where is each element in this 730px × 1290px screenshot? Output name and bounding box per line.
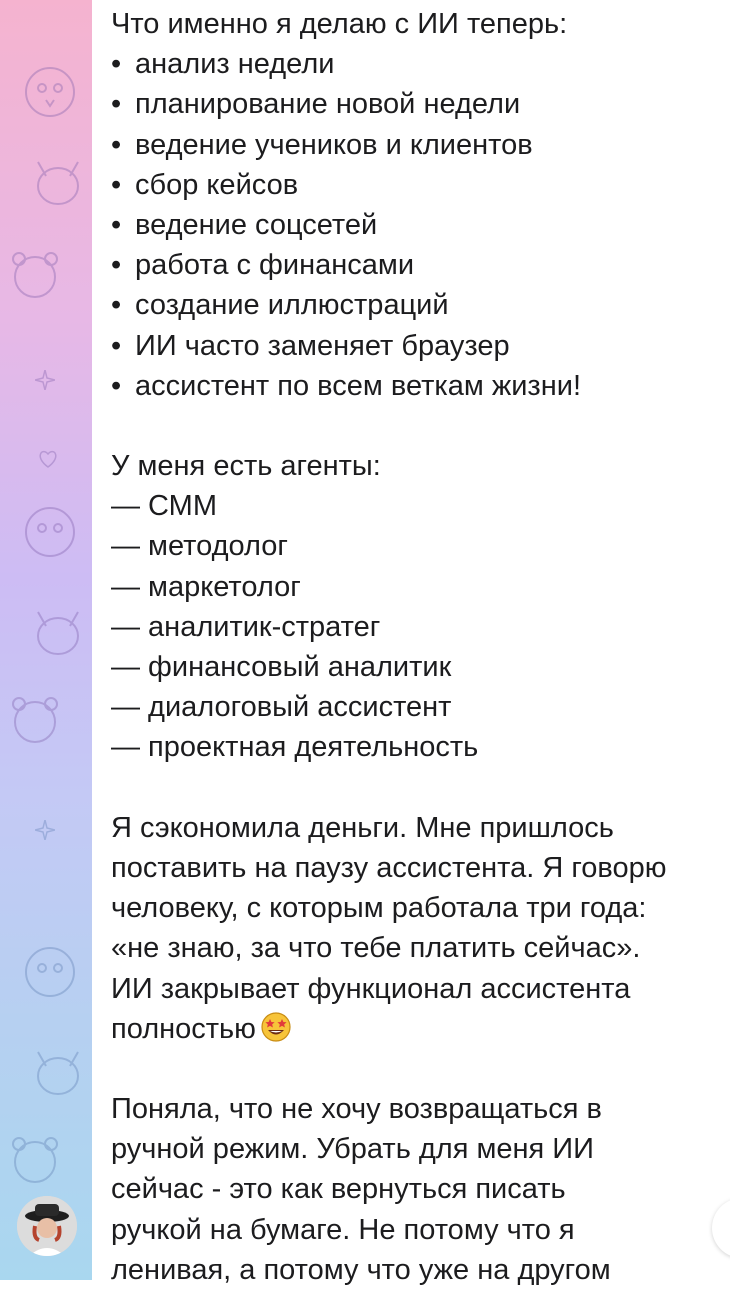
list-item: • работа с финансами: [111, 249, 415, 282]
paragraph-spacer: [111, 768, 711, 808]
paragraph-line: поставить на паузу ассистента. Я говорю: [111, 851, 667, 884]
paragraph-line: ленивая, а потому что уже на другом: [111, 1253, 611, 1286]
section-heading: Что именно я делаю с ИИ теперь:: [111, 8, 568, 40]
list-item: — проектная деятельность: [111, 731, 479, 764]
list-item: — методолог: [111, 530, 288, 563]
penguin-doodle-icon: [20, 940, 80, 1010]
list-item: • планирование новой недели: [111, 88, 521, 121]
avatar-photo-icon: [17, 1196, 77, 1256]
sparkle-doodle-icon: [35, 370, 55, 390]
penguin-doodle-icon: [20, 500, 80, 570]
heart-doodle-icon: [38, 450, 58, 468]
paragraph-line: сейчас - это как вернуться писать: [111, 1173, 566, 1206]
paragraph-line: человеку, с которым работала три года:: [111, 892, 647, 925]
cat-doodle-icon: [30, 600, 86, 660]
bear-doodle-icon: [5, 1130, 65, 1190]
paragraph-line: Поняла, что не хочу возвращаться в: [111, 1093, 602, 1126]
list-item: • создание иллюстраций: [111, 289, 449, 322]
list-item: — СММ: [111, 490, 217, 523]
list-item: — диалоговый ассистент: [111, 691, 452, 724]
message-text: [111, 4, 711, 1290]
sender-avatar[interactable]: [17, 1196, 77, 1256]
list-item: • анализ недели: [111, 48, 335, 81]
sparkle-doodle-icon: [35, 820, 55, 840]
star-struck-emoji-icon: [260, 1011, 292, 1043]
bear-doodle-icon: [5, 245, 65, 305]
list-item: • ведение соцсетей: [111, 208, 378, 241]
paragraph-spacer: [111, 406, 711, 446]
list-item: • ИИ часто заменяет браузер: [111, 329, 510, 362]
paragraph-spacer: [111, 1049, 711, 1089]
cat-doodle-icon: [30, 1040, 86, 1100]
paragraph-line: ручной режим. Убрать для меня ИИ: [111, 1133, 594, 1166]
paragraph-line: «не знаю, за что тебе платить сейчас».: [111, 932, 641, 965]
list-item: • сбор кейсов: [111, 168, 299, 201]
paragraph-line: Я сэкономила деньги. Мне пришлось: [111, 811, 614, 844]
paragraph-line: полностью: [111, 1009, 711, 1049]
list-item: — финансовый аналитик: [111, 651, 452, 683]
list-item: • ведение учеников и клиентов: [111, 128, 533, 161]
paragraph-line: ручкой на бумаге. Не потому что я: [111, 1213, 575, 1246]
bear-doodle-icon: [5, 690, 65, 750]
list-item: — аналитик-стратег: [111, 610, 381, 643]
paragraph-line: ИИ закрывает функционал ассистента: [111, 972, 631, 1005]
chat-wallpaper: [0, 0, 92, 1280]
list-item: — маркетолог: [111, 570, 301, 603]
cat-doodle-icon: [30, 150, 86, 210]
section-heading: У меня есть агенты:: [111, 450, 381, 483]
penguin-doodle-icon: [20, 60, 80, 130]
list-item: • ассистент по всем веткам жизни!: [111, 369, 582, 402]
